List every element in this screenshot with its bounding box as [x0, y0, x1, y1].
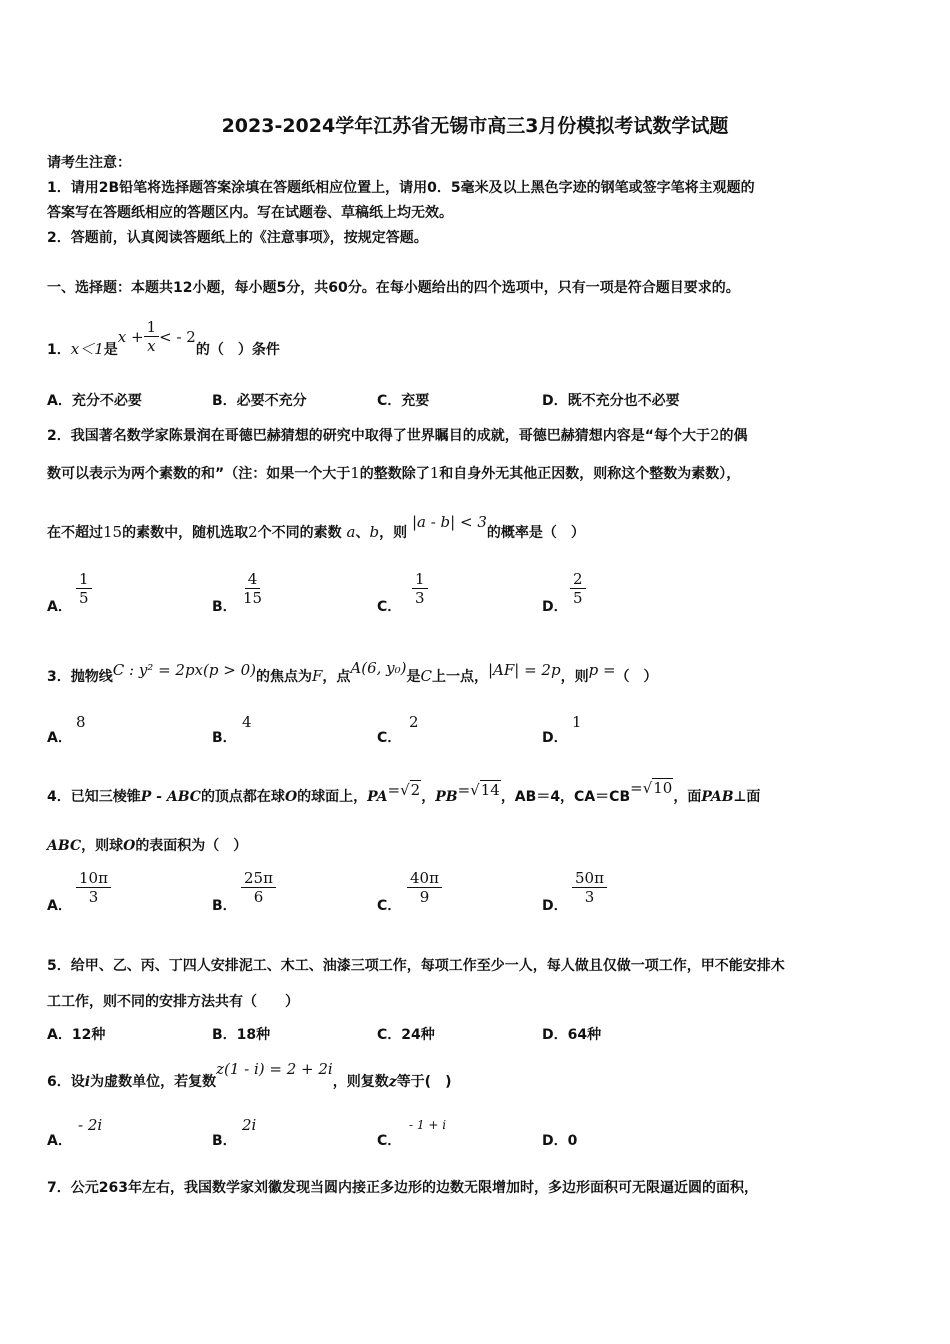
q4-eq-2: =	[457, 781, 471, 799]
q6-option-b-value: 2i	[242, 1116, 257, 1134]
q2-line-1-text: 2．我国著名数学家陈景润在哥德巴赫猜想的研究中取得了世界瞩目的成就，哥德巴赫猜想内容是“每个大于	[47, 428, 710, 444]
q4-line-2	[47, 835, 247, 855]
q2-option-a-label: A．	[47, 599, 72, 615]
q4-text-e: ，面	[673, 789, 702, 805]
q4-pyramid: P - ABC	[140, 789, 201, 805]
q2-num-2: 2	[709, 426, 720, 444]
q4-d-den: 3	[584, 888, 595, 906]
q2-line-3-a: 在不超过	[47, 525, 103, 541]
q4-pb: PB	[435, 789, 458, 805]
page-title: 2023-2024学年江苏省无锡市高三3月份模拟考试数学试题	[221, 115, 729, 137]
notice-line-1: 1．请用2B铅笔将选择题答案涂填在答题纸相应位置上，请用0．5毫米及以上黑色字迹的钢笔或签字笔将主观题的	[47, 180, 755, 196]
q4-sphere-o-2: O	[123, 838, 136, 854]
q4-pa: PA	[367, 789, 388, 805]
q6-option-d-value: 0	[567, 1133, 578, 1149]
q4-eq-1: =	[387, 781, 401, 799]
q6-option-d	[542, 1130, 577, 1150]
q4-plane-abc: ABC	[47, 838, 82, 854]
q6-text-a: 6．设	[47, 1074, 85, 1090]
q6-option-c-label: C．	[377, 1133, 402, 1149]
q1-frac-num: 1	[144, 318, 160, 337]
q4-option-d-frac	[572, 869, 607, 906]
q6-text-d: 等于( )	[396, 1074, 452, 1090]
q4-d-num: 50π	[572, 869, 607, 888]
q1-expr-b: < - 2	[159, 327, 196, 346]
q1-option-a: A．充分不必要	[47, 393, 142, 409]
q2-d-den: 5	[573, 589, 583, 607]
q4-comma-1: ，	[421, 789, 436, 805]
q4-b-den: 6	[253, 888, 264, 906]
q4-option-a-label: A．	[47, 898, 72, 914]
q3-point-a: A(6, y₀)	[350, 659, 407, 677]
q4-sphere-o: O	[284, 789, 298, 805]
q4-text-b: 的顶点都在球	[200, 789, 285, 805]
q2-option-a-frac	[76, 570, 92, 607]
q2-line-2	[47, 463, 740, 483]
q2-option-b-frac	[240, 570, 265, 607]
q3-option-b-label: B．	[212, 730, 237, 746]
q2-line-3-d: ，则	[379, 525, 408, 541]
q4-sqrt-10: 10	[653, 779, 673, 797]
q3-p-expr: p =	[588, 661, 616, 679]
q7-line-1: 7．公元263年左右，我国数学家刘徽发现当圆内接正多边形的边数无限增加时，多边形面积可无限逼近圆的面积，	[47, 1180, 758, 1196]
q3-curve-c: C	[420, 667, 432, 685]
q2-line-3-b: 的素数中，随机选取	[122, 525, 249, 541]
q4-b-num: 25π	[241, 869, 276, 888]
q5-option-d: D．64种	[542, 1027, 602, 1043]
q3-focus: F	[311, 667, 323, 685]
q2-line-3-c: 个不同的素数	[257, 525, 342, 541]
q2-abs-expr: |a - b| < 3	[411, 513, 487, 531]
q4-sqrt-14: 14	[480, 781, 500, 799]
q4-line-2-b: ，则球	[81, 838, 124, 854]
q2-line-3-e: 的概率是（ ）	[486, 525, 585, 541]
q4-c-num: 40π	[407, 869, 442, 888]
q3-number: 3．抛物线	[47, 669, 113, 685]
q4-pb-value: =√14	[457, 781, 500, 799]
q6-option-b-label: B．	[212, 1133, 237, 1149]
q4-cb-value: =√10	[630, 779, 673, 797]
q1-option-c: C．充要	[377, 393, 430, 409]
q2-num-1: 1	[350, 464, 360, 482]
q1-number: 1．	[47, 341, 71, 358]
q3-option-b-value: 4	[242, 713, 252, 731]
q4-c-den: 9	[419, 888, 430, 906]
q2-line-1-end: 的偶	[719, 428, 748, 444]
q2-line-2-a: 数可以表示为两个素数的和”（注：如果一个大于	[47, 466, 351, 482]
q2-num-1b: 1	[429, 464, 440, 482]
q4-plane-pab: PAB	[701, 789, 734, 805]
q6-text-c: ，则复数	[332, 1074, 389, 1090]
q2-a-den: 5	[79, 589, 89, 607]
q3-text-3: 是	[406, 669, 421, 685]
q1-option-d: D．既不充分也不必要	[542, 393, 680, 409]
q3-text-5: ，则	[560, 669, 589, 685]
q2-line-2-b: 的整数除了	[359, 466, 430, 482]
q3-option-d-value: 1	[572, 713, 582, 731]
q4-text-d: ，AB＝4，CA＝CB	[500, 789, 631, 805]
q4-option-c-label: C．	[377, 898, 402, 914]
q2-num-15: 15	[103, 523, 123, 541]
q4-option-a-frac	[76, 869, 111, 906]
q5-option-c: C．24种	[377, 1027, 435, 1043]
q3-text-2: ，点	[322, 669, 351, 685]
q3-parabola-eq: C : y² = 2px(p > 0)	[112, 661, 256, 679]
q4-line-2-c: 的表面积为（ ）	[135, 838, 248, 854]
question-6	[47, 1060, 452, 1091]
q1-expr-a: x +	[117, 327, 144, 346]
q2-option-d-frac	[570, 570, 586, 607]
q2-option-c-label: C．	[377, 599, 402, 615]
q4-a-num: 10π	[76, 869, 111, 888]
q2-option-c-frac	[412, 570, 428, 607]
notice-line-3: 2．答题前，认真阅读答题纸上的《注意事项》，按规定答题。	[47, 230, 428, 246]
q3-option-c-value: 2	[409, 713, 419, 731]
q4-option-b-label: B．	[212, 898, 237, 914]
q3-option-c-label: C．	[377, 730, 402, 746]
q2-b-num: 4	[245, 570, 261, 589]
q1-option-b: B．必要不充分	[212, 393, 307, 409]
notice-heading: 请考生注意：	[47, 155, 131, 171]
q2-line-2-c: 和自身外无其他正因数，则称这个整数为素数），	[439, 466, 741, 482]
q2-var-a: a	[346, 523, 356, 541]
q4-option-d-label: D．	[542, 898, 568, 914]
q2-b-den: 15	[243, 589, 263, 607]
q4-option-c-frac	[407, 869, 442, 906]
q4-line-1	[47, 779, 761, 806]
q2-line-1	[47, 425, 748, 445]
q2-option-d-label: D．	[542, 599, 568, 615]
q2-option-b-label: B．	[212, 599, 237, 615]
q6-equation: z(1 - i) = 2 + 2i	[216, 1060, 333, 1078]
q1-expression	[118, 318, 196, 355]
q3-option-a-label: A．	[47, 730, 72, 746]
q4-pa-value: =√2	[387, 781, 421, 799]
q2-c-num: 1	[412, 570, 428, 589]
q4-text-f: ⊥面	[733, 789, 761, 805]
q1-text-1: 是	[103, 341, 118, 358]
q2-sep: 、	[355, 525, 370, 541]
q1-fraction	[144, 318, 160, 355]
q5-option-a: A．12种	[47, 1027, 106, 1043]
question-3	[47, 659, 658, 686]
q3-option-a-value: 8	[76, 713, 86, 731]
notice-line-2: 答案写在答题纸相应的答题区内。写在试题卷、草稿纸上均无效。	[47, 205, 453, 221]
q5-line-2: 工工作，则不同的安排方法共有（ ）	[47, 994, 299, 1010]
q6-option-c-value: - 1 + i	[409, 1118, 447, 1132]
q1-text-2: 的（ ）条件	[195, 341, 280, 358]
q1-frac-den: x	[147, 337, 156, 355]
q6-var-z: z	[388, 1074, 397, 1090]
section-heading: 一、选择题：本题共12小题，每小题5分，共60分。在每小题给出的四个选项中，只有一项是符合题目要求的。	[47, 280, 740, 296]
q6-option-a-value: - 2i	[78, 1116, 103, 1134]
question-1	[47, 318, 280, 367]
q3-option-d-label: D．	[542, 730, 568, 746]
q4-sqrt-2: 2	[410, 781, 421, 799]
q4-text-a: 4．已知三棱锥	[47, 789, 141, 805]
q4-a-den: 3	[88, 888, 99, 906]
q6-option-a-label: A．	[47, 1133, 72, 1149]
q3-text-4: 上一点，	[431, 669, 488, 685]
q3-text-1: 的焦点为	[255, 669, 312, 685]
q2-a-num: 1	[76, 570, 92, 589]
q1-condition: x＜1	[70, 340, 104, 358]
q2-var-b: b	[369, 523, 380, 541]
q4-eq-3: =	[630, 779, 643, 797]
q5-option-b: B．18种	[212, 1027, 271, 1043]
q6-text-b: 为虚数单位，若复数	[90, 1074, 217, 1090]
q4-option-b-frac	[241, 869, 276, 906]
q2-num-2b: 2	[248, 523, 258, 541]
q2-c-den: 3	[415, 589, 425, 607]
q5-line-1: 5．给甲、乙、丙、丁四人安排泥工、木工、油漆三项工作，每项工作至少一人，每人做且仅做一项工作，甲不能安排木	[47, 958, 785, 974]
q3-text-6: （ ）	[615, 669, 658, 685]
q6-var-i: i	[84, 1074, 91, 1090]
q3-af-expr: |AF| = 2p	[487, 661, 561, 679]
q4-text-c: 的球面上，	[297, 789, 368, 805]
q2-line-3	[47, 513, 585, 542]
q6-option-d-label: D．	[542, 1133, 568, 1149]
q2-d-num: 2	[570, 570, 586, 589]
